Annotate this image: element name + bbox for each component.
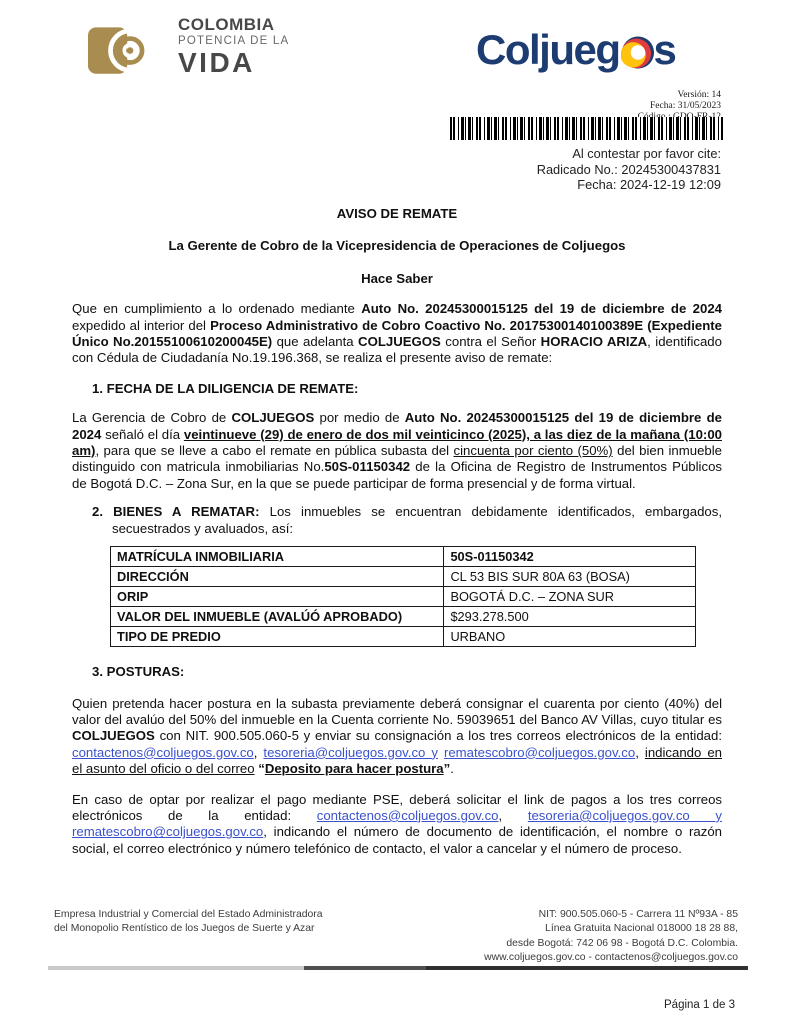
section3-heading: 3. POSTURAS: (92, 664, 185, 680)
property-label: VALOR DEL INMUEBLE (AVALÚÓ APROBADO) (111, 607, 444, 627)
text-segment: COLJUEGOS (72, 728, 155, 744)
colombia-logo-line1: COLOMBIA (178, 15, 275, 34)
salutation: Hace Saber (361, 270, 433, 286)
intro-paragraph (72, 301, 722, 367)
text-segment: con NIT. 900.505.060-5 y enviar su consignación a los tres correos electrónicos de la entidad: (154, 728, 722, 744)
footer-entity-block (54, 908, 323, 965)
property-value: URBANO (444, 627, 696, 647)
colombia-logo-line2: POTENCIA DE LA (178, 35, 290, 47)
text-segment: , (498, 807, 528, 823)
form-meta-line: Fecha: 31/05/2023 (650, 101, 721, 112)
footer-bar-segment (304, 966, 427, 970)
text-segment: que adelanta (272, 334, 359, 350)
property-table-row (111, 567, 696, 587)
email-link[interactable]: contactenos@coljuegos.gov.co (316, 807, 499, 823)
section1-heading: 1. FECHA DE LA DILIGENCIA DE REMATE: (92, 380, 359, 396)
property-table-row (111, 547, 696, 567)
colombia-logo-text (178, 16, 289, 77)
property-label: ORIP (111, 587, 444, 607)
email-link[interactable]: tesoreria@coljuegos.gov.co y (263, 744, 438, 760)
footer-entity-line: Empresa Industrial y Comercial del Estado Administradora (54, 909, 323, 920)
radicado-line: Radicado No.: 20245300437831 (536, 161, 721, 177)
section2-heading (72, 504, 722, 537)
footer-bar-segment (426, 966, 748, 970)
page-number: Página 1 de 3 (664, 999, 735, 1011)
coljuegos-logo-text-left: Coljueg (476, 25, 620, 73)
property-value: 50S-01150342 (444, 547, 696, 567)
document-body (72, 206, 722, 871)
footer-contact-line: Línea Gratuita Nacional 018000 18 28 88, (545, 923, 738, 935)
radicado-block (537, 146, 721, 193)
email-link[interactable]: rematescobro@coljuegos.gov.co (72, 824, 264, 840)
text-segment: , (253, 744, 264, 760)
radicado-line: Al contestar por favor cite: (572, 146, 721, 161)
text-segment: HORACIO ARIZA (540, 334, 648, 350)
property-label: MATRÍCULA INMOBILIARIA (111, 547, 444, 567)
property-label: DIRECCIÓN (111, 567, 444, 587)
footer-divider-bar (48, 966, 748, 970)
email-link[interactable]: contactenos@coljuegos.gov.co (72, 744, 254, 760)
text-segment: de la Oficina de Registro de Instrumentos Públicos de Bogotá D.C. – Zona Sur, en la que se puede participar de forma presencial y de forma virtual. (72, 459, 722, 491)
text-segment: Que en cumplimiento a lo ordenado mediante (72, 301, 362, 317)
text-segment: del bien inmueble distinguido con matricula inmobiliarias No. (72, 443, 722, 475)
colombia-wave-icon (88, 16, 170, 88)
text-segment: indicando en el asunto del oficio o del correo (72, 744, 723, 777)
text-segment: , para que se lleve a cabo el remate en pública subasta del (95, 443, 454, 459)
footer-contact-block (484, 908, 738, 965)
text-segment: COLJUEGOS (358, 334, 441, 350)
page-footer (54, 908, 738, 965)
radicado-line: Fecha: 2024-12-19 12:09 (577, 177, 721, 193)
email-link[interactable]: rematescobro@coljuegos.gov.co (443, 744, 636, 760)
text-segment: veintinueve (29) de enero de dos mil veinticinco (2025), a las diez de la mañana (10:00 am) (72, 426, 722, 459)
form-meta-line: Versión: 14 (677, 90, 721, 100)
text-segment: por medio de (314, 410, 405, 426)
text-segment: BIENES A REMATAR: (113, 504, 260, 520)
text-segment: , indicando el número de documento de identificación, el nombre o razón social, el correo electrónico y número telefónico de contacto, el valor a cancelar y el número de proceso. (72, 824, 722, 856)
footer-entity-line: del Monopolio Rentístico de los Juegos de Suerte y Azar (54, 923, 315, 935)
text-segment: , (635, 744, 645, 760)
text-segment: señaló el día (101, 426, 184, 442)
footer-contact-line: NIT: 900.505.060-5 - Carrera 11 Nº93A - 85 (538, 909, 738, 920)
property-table-row (111, 607, 696, 627)
text-segment: “ (258, 761, 265, 777)
property-table-row (111, 587, 696, 607)
barcode (450, 117, 723, 140)
posturas-paragraph-1 (72, 696, 722, 778)
text-segment: ” (443, 761, 451, 777)
page-title: AVISO DE REMATE (336, 206, 458, 221)
text-segment: cincuenta por ciento (50%) (453, 443, 613, 459)
text-segment: La Gerencia de Cobro de (72, 410, 232, 426)
text-segment: expedido al interior del (72, 317, 211, 333)
footer-bar-segment (48, 966, 304, 970)
text-segment: Los inmuebles se encuentran debidamente identificados, embargados, secuestrados y avaluados, así: (112, 504, 722, 536)
text-segment: En caso de optar por realizar el pago mediante PSE, deberá solicitar el link de pagos a los tres correos electrónicos de la entidad: (72, 791, 722, 823)
colombia-logo-line3: VIDA (178, 46, 255, 78)
property-label: TIPO DE PREDIO (111, 627, 444, 647)
section1-paragraph (72, 410, 722, 492)
text-segment: Quien pretenda hacer postura en la subasta previamente deberá consignar el cuarenta por ciento (40%) del valor del avalúo del 50% del inmueble en la Cuenta corriente No. 59039651 del Banco AV Villas, cuyo titular es (72, 695, 722, 727)
text-segment: 50S-01150342 (324, 459, 411, 475)
text-segment: Deposito para hacer postura (264, 761, 444, 777)
text-segment: contra el Señor (440, 334, 541, 350)
coljuegos-o-icon (621, 34, 655, 71)
property-table-row (111, 627, 696, 647)
property-table (110, 546, 696, 647)
email-link[interactable]: tesoreria@coljuegos.gov.co y (527, 807, 722, 823)
posturas-paragraph-2 (72, 792, 722, 858)
footer-contact-line: desde Bogotá: 742 06 98 - Bogotá D.C. Colombia. (506, 937, 738, 949)
text-segment: Auto No. 20245300015125 del 19 de diciembre de 2024 (72, 410, 722, 442)
text-segment: . (450, 761, 454, 777)
coljuegos-logo (476, 25, 676, 73)
text-segment: , identificado con Cédula de Ciudadanía No.19.196.368, se realiza el presente aviso de remate: (72, 334, 722, 366)
property-value: CL 53 BIS SUR 80A 63 (BOSA) (444, 567, 696, 587)
footer-contact-line: www.coljuegos.gov.co - contactenos@coljuegos.gov.co (484, 952, 738, 964)
coljuegos-logo-text-right: s (653, 25, 676, 73)
text-segment: Proceso Administrativo de Cobro Coactivo No. 20175300140100389E (Expediente Único No.20155100610200045E) (72, 317, 723, 350)
text-segment: Auto No. 20245300015125 del 19 de diciembre de 2024 (361, 301, 722, 317)
property-value: $293.278.500 (444, 607, 696, 627)
colombia-logo (88, 16, 289, 88)
property-value: BOGOTÁ D.C. – ZONA SUR (444, 587, 696, 607)
document-subtitle: La Gerente de Cobro de la Vicepresidencia de Operaciones de Coljuegos (168, 238, 626, 254)
text-segment: COLJUEGOS (231, 410, 315, 426)
text-segment: 2. (92, 504, 114, 520)
